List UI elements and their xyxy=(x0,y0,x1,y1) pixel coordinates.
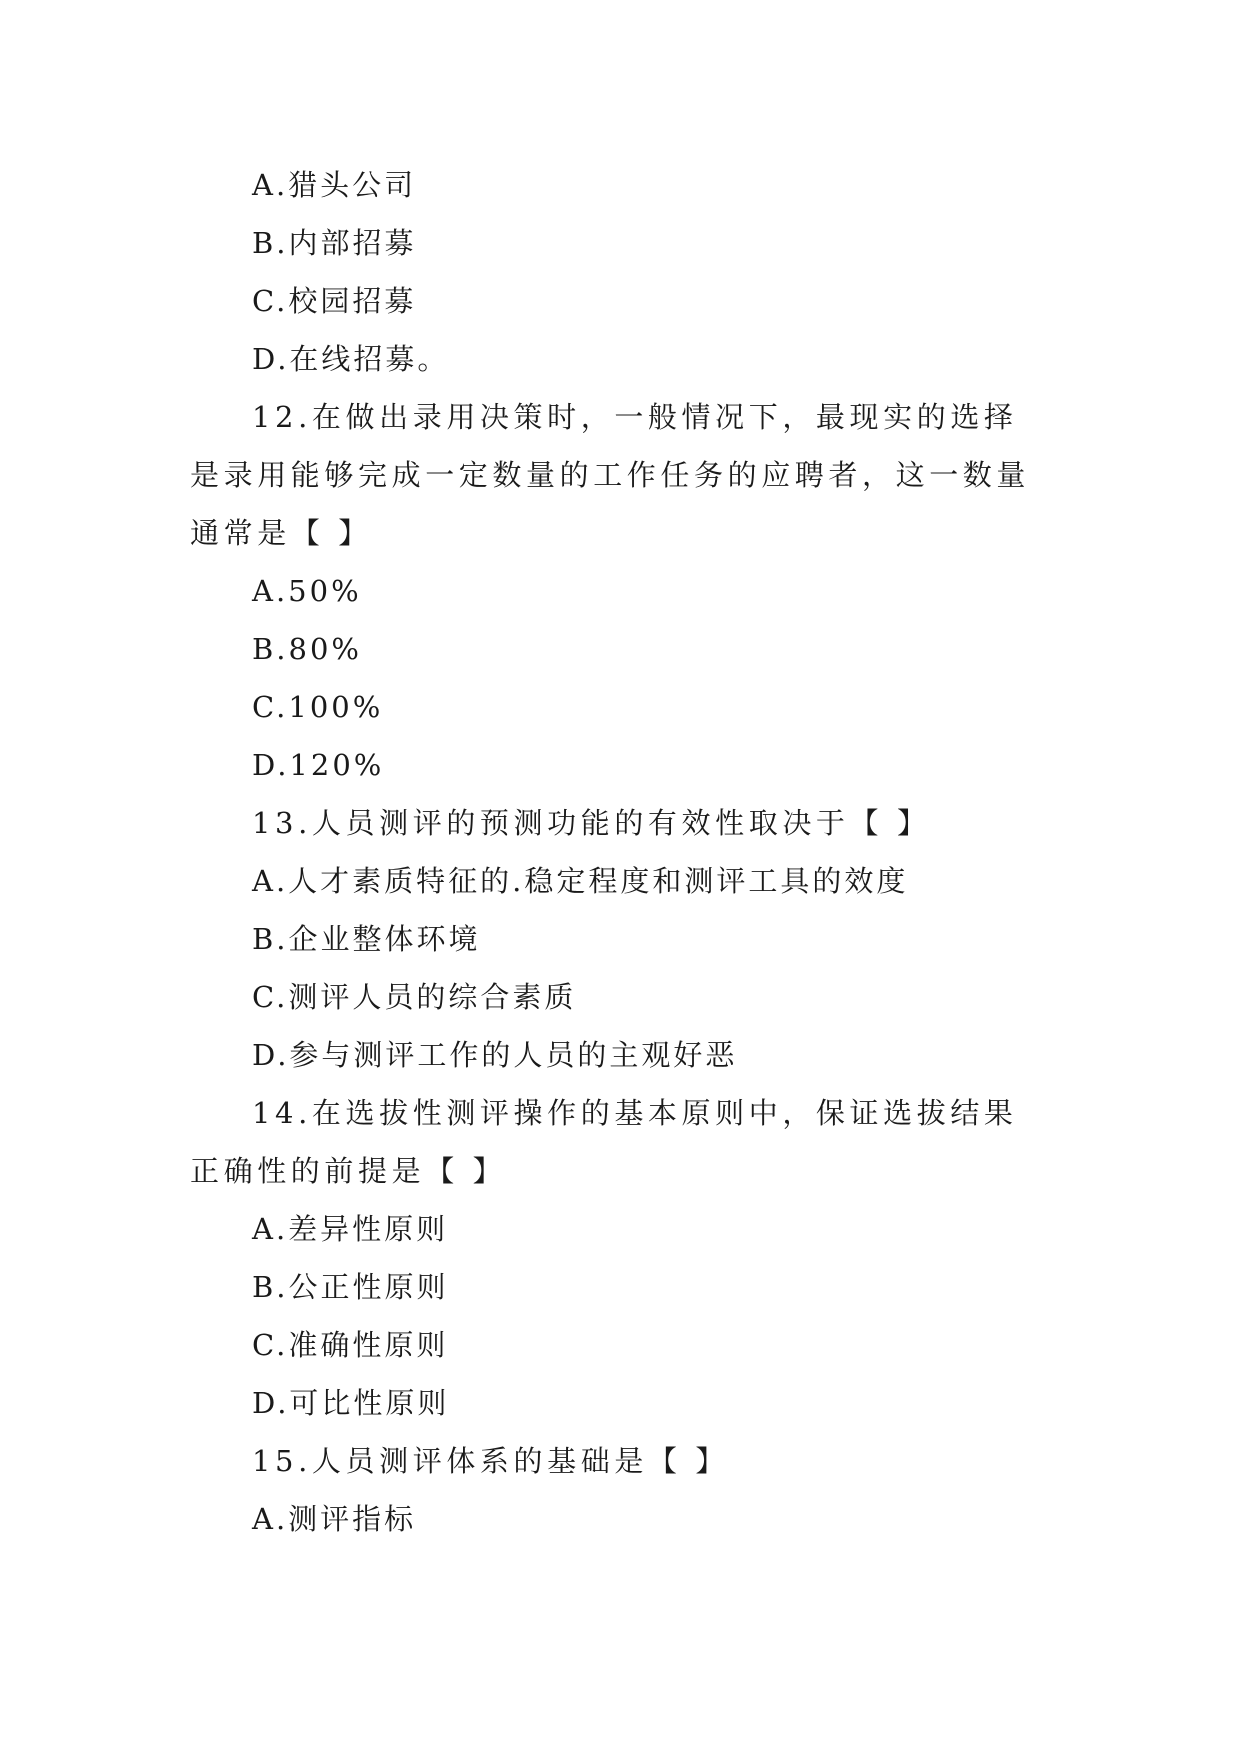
option-d: D.参与测评工作的人员的主观好恶 xyxy=(252,1038,738,1072)
question-12: 12.在做出录用决策时，一般情况下，最现实的选择是录用能够完成一定数量的工作任务的应聘者，这一数量通常是【 】 xyxy=(190,400,1031,550)
option-c: C.准确性原则 xyxy=(252,1328,449,1362)
option-d: D.120% xyxy=(252,748,385,782)
option-d: D.可比性原则 xyxy=(252,1386,450,1420)
question-14: 14.在选拔性测评操作的基本原则中，保证选拔结果正确性的前提是【 】 xyxy=(190,1096,1018,1188)
question-13: 13.人员测评的预测功能的有效性取决于【 】 xyxy=(252,806,931,840)
option-b: B.企业整体环境 xyxy=(252,922,481,956)
option-a: A.差异性原则 xyxy=(252,1212,449,1246)
option-d: D.在线招募。 xyxy=(252,342,450,376)
option-c: C.校园招募 xyxy=(252,284,417,318)
option-c: C.100% xyxy=(252,690,384,724)
question-list xyxy=(190,156,1050,1548)
option-a: A.50% xyxy=(252,574,362,608)
question-15: 15.人员测评体系的基础是【 】 xyxy=(252,1444,729,1478)
option-c: C.测评人员的综合素质 xyxy=(252,980,577,1014)
option-b: B.内部招募 xyxy=(252,226,417,260)
option-a: A.测评指标 xyxy=(252,1502,417,1536)
option-a: A.猎头公司 xyxy=(252,168,417,202)
option-b: B.公正性原则 xyxy=(252,1270,449,1304)
option-b: B.80% xyxy=(252,632,362,666)
option-a: A.人才素质特征的.稳定程度和测评工具的效度 xyxy=(252,864,909,898)
